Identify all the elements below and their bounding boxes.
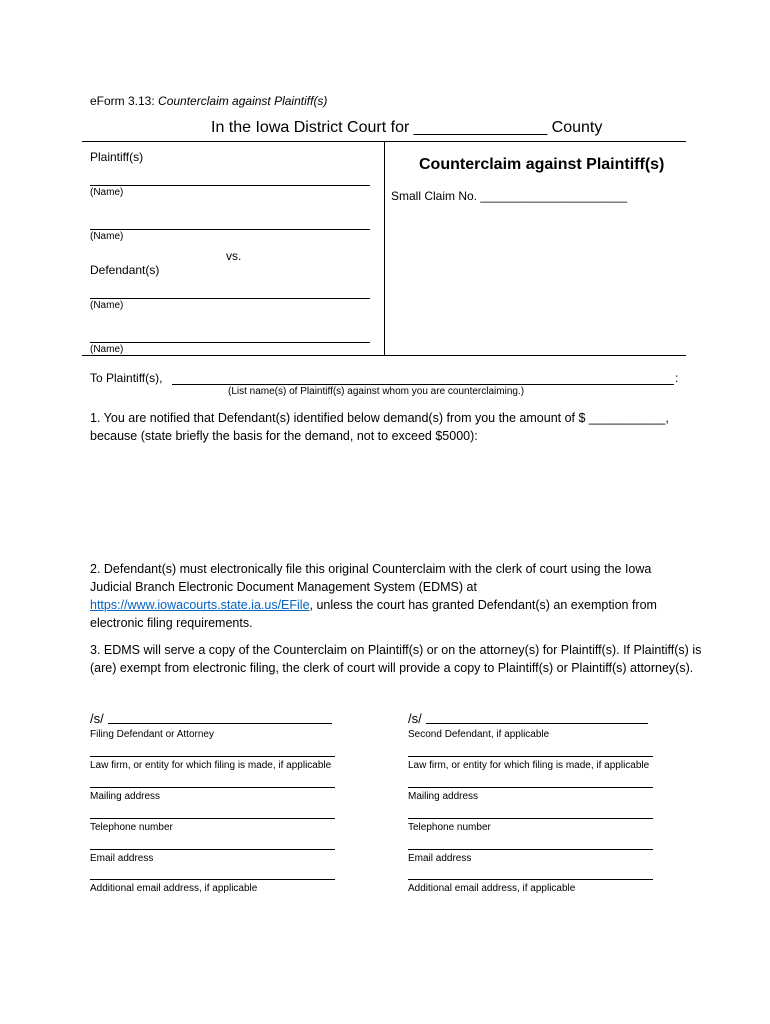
small-claim-blank[interactable]: ______________________: [480, 189, 628, 203]
left-mailing-line[interactable]: [90, 787, 335, 788]
court-prefix: In the Iowa District Court for: [211, 119, 414, 136]
left-email-label: Email address: [90, 853, 154, 864]
right-email2-line[interactable]: [408, 879, 653, 880]
caption-bottom-rule: [82, 355, 686, 356]
form-name: Counterclaim against Plaintiff(s): [158, 94, 328, 108]
county-blank[interactable]: _______________: [413, 119, 548, 136]
right-email-line[interactable]: [408, 849, 653, 850]
plaintiff-2-line[interactable]: [90, 229, 370, 230]
defendant-2-line[interactable]: [90, 342, 370, 343]
defendants-label: Defendant(s): [90, 263, 160, 277]
right-mailing-label: Mailing address: [408, 791, 479, 802]
paragraph-1: 1. You are notified that Defendant(s) identified below demand(s) from you the amount of $ ___________, because (state briefly the basis for the demand, not to exceed $5000):: [90, 411, 669, 443]
plaintiffs-label: Plaintiff(s): [90, 150, 144, 164]
small-claim-label: Small Claim No.: [391, 189, 481, 203]
left-signature-line[interactable]: [108, 723, 332, 724]
right-phone-line[interactable]: [408, 818, 653, 819]
to-plaintiffs-line[interactable]: [172, 384, 674, 385]
left-phone-label: Telephone number: [90, 822, 173, 833]
left-email2-line[interactable]: [90, 879, 335, 880]
right-sig-title: Second Defendant, if applicable: [408, 729, 550, 740]
small-claim-number: [391, 189, 627, 203]
right-firm-label: Law firm, or entity for which filing is made, if applicable: [408, 760, 650, 771]
form-id: [90, 94, 327, 108]
left-email-line[interactable]: [90, 849, 335, 850]
efile-link[interactable]: https://www.iowacourts.state.ia.us/EFile: [90, 598, 310, 612]
versus-label: vs.: [226, 249, 242, 263]
defendant-1-name-label: (Name): [90, 300, 124, 311]
defendant-1-line[interactable]: [90, 298, 370, 299]
right-email2-label: Additional email address, if applicable: [408, 883, 576, 894]
paragraph-2: [90, 560, 672, 632]
left-email2-label: Additional email address, if applicable: [90, 883, 258, 894]
court-title: [211, 119, 602, 137]
right-email-label: Email address: [408, 853, 472, 864]
right-phone-label: Telephone number: [408, 822, 491, 833]
to-plaintiffs-hint: (List name(s) of Plaintiff(s) against whom you are counterclaiming.): [228, 386, 525, 397]
to-plaintiffs-colon: :: [675, 371, 679, 385]
left-mailing-label: Mailing address: [90, 791, 161, 802]
left-sig-title: Filing Defendant or Attorney: [90, 729, 214, 740]
plaintiff-2-name-label: (Name): [90, 231, 124, 242]
plaintiff-1-name-label: (Name): [90, 187, 124, 198]
plaintiff-1-line[interactable]: [90, 185, 370, 186]
left-sig-prefix: /s/: [90, 711, 104, 726]
form-number: eForm 3.13:: [90, 94, 159, 108]
document-title: Counterclaim against Plaintiff(s): [419, 156, 665, 173]
defendant-2-name-label: (Name): [90, 344, 124, 355]
right-signature-line[interactable]: [426, 723, 648, 724]
right-mailing-line[interactable]: [408, 787, 653, 788]
left-phone-line[interactable]: [90, 818, 335, 819]
court-suffix: County: [547, 119, 603, 136]
right-firm-line[interactable]: [408, 756, 653, 757]
paragraph-2-tail: , unless the court has granted Defendant(s) an exemption from electronic filing requirements.: [90, 598, 657, 630]
caption-divider: [384, 141, 385, 355]
right-sig-prefix: /s/: [408, 711, 422, 726]
to-plaintiffs-label: To Plaintiff(s),: [90, 371, 163, 385]
paragraph-2-text: 2. Defendant(s) must electronically file this original Counterclaim with the clerk of court using the Iowa Judicial Branch Electronic Document Management System (EDMS) at: [90, 562, 652, 594]
left-firm-line[interactable]: [90, 756, 335, 757]
left-firm-label: Law firm, or entity for which filing is made, if applicable: [90, 760, 332, 771]
paragraph-3: 3. EDMS will serve a copy of the Counterclaim on Plaintiff(s) or on the attorney(s) for Plaintiff(s). If Plaintiff(s) is (are) exempt from electronic filing, the clerk of court will provide a copy to Plaintiff(s) or Plaintiff(s) attorney(s).: [90, 643, 702, 675]
